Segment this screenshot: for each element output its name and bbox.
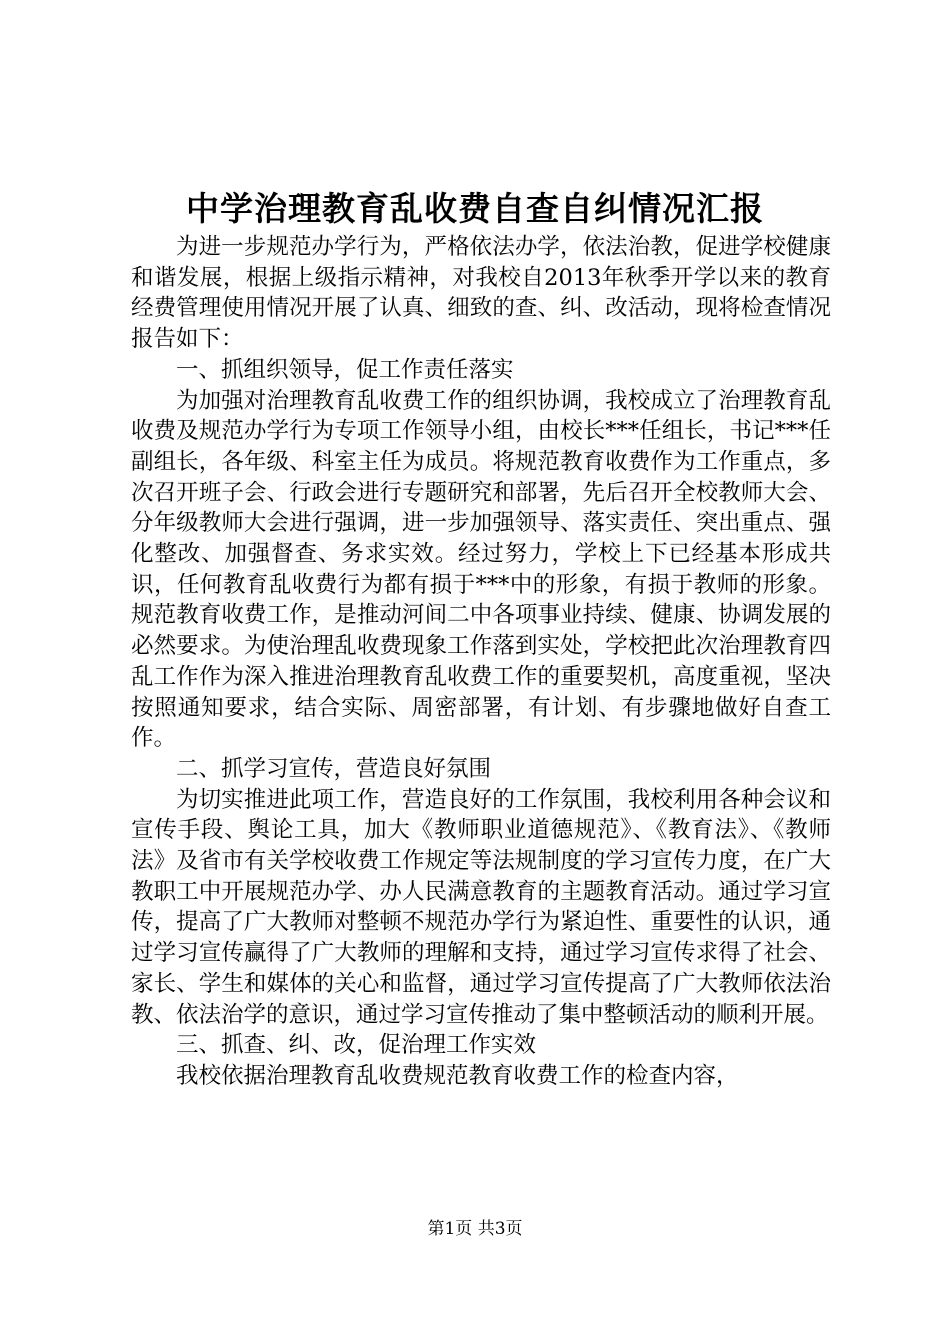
- page-footer: 第1页 共3页: [427, 1219, 523, 1239]
- paragraph-intro: 为进一步规范办学行为，严格依法办学，依法治教，促进学校健康和谐发展，根据上级指示精神，对我校自2013年秋季开学以来的教育经费管理使用情况开展了认真、细致的查、纠、改活动，现将检查情况报告如下：: [131, 234, 831, 353]
- document-body: [131, 232, 831, 1092]
- paragraph-section-2: 为切实推进此项工作，营造良好的工作氛围，我校利用各种会议和宣传手段、舆论工具，加大《教师职业道德规范》、《教育法》、《教师法》及省市有关学校收费工作规定等法规制度的学习宣传力度，在广大教职工中开展规范办学、办人民满意教育的主题教育活动。通过学习宣传，提高了广大教师对整顿不规范办学行为紧迫性、重要性的认识，通过学习宣传赢得了广大教师的理解和支持，通过学习宣传求得了社会、家长、学生和媒体的关心和监督，通过学习宣传提高了广大教师依法治教、依法治学的意识，通过学习宣传推动了集中整顿活动的顺利开展。: [131, 786, 831, 1028]
- document-title: 中学治理教育乱收费自查自纠情况汇报: [186, 189, 764, 228]
- paragraph-section-1: 为加强对治理教育乱收费工作的组织协调，我校成立了治理教育乱收费及规范办学行为专项工作领导小组，由校长***任组长，书记***任副组长，各年级、科室主任为成员。将规范教育收费作为工作重点，多次召开班子会、行政会进行专题研究和部署，先后召开全校教师大会、分年级教师大会进行强调，进一步加强领导、落实责任、突出重点、强化整改、加强督查、务求实效。经过努力，学校上下已经基本形成共识，任何教育乱收费行为都有损于***中的形象，有损于教师的形象。规范教育收费工作，是推动河间二中各项事业持续、健康、协调发展的必然要求。为使治理乱收费现象工作落到实处，学校把此次治理教育四乱工作作为深入推进治理教育乱收费工作的重要契机，高度重视，坚决按照通知要求，结合实际、周密部署，有计划、有步骤地做好自查工作。: [131, 387, 831, 752]
- paragraph-section-3: 我校依据治理教育乱收费规范教育收费工作的检查内容，: [176, 1062, 739, 1089]
- section-heading-1: 一、抓组织领导，促工作责任落实: [176, 356, 514, 383]
- section-heading-3: 三、抓查、纠、改，促治理工作实效: [176, 1032, 537, 1059]
- section-heading-2: 二、抓学习宣传，营造良好氛围: [176, 755, 492, 782]
